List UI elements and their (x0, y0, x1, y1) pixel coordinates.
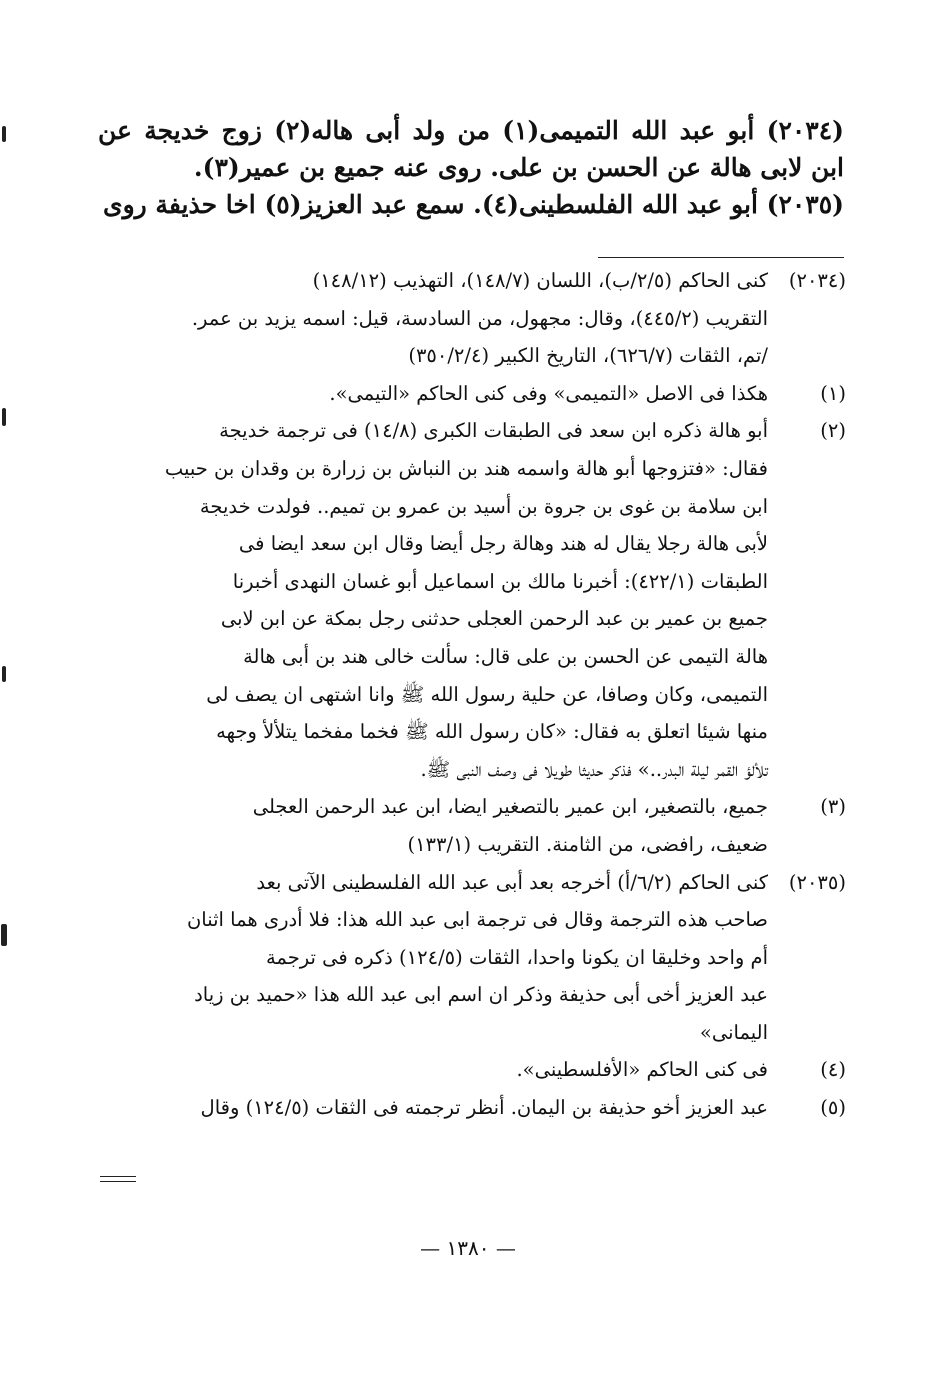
footnote-divider (598, 257, 844, 258)
footnote-line: جميع بن عمير بن عبد الرحمن العجلى حدثنى رجل بمكة عن ابن لابى (220, 607, 768, 631)
footnote-body (98, 1089, 768, 1127)
footnote-line: كنى الحاكم (٦/٢/أ) أخرجه بعد أبى عبد الله الفلسطينى الآتى بعد (256, 870, 768, 894)
main-paragraph-2034: (٢٠٣٤) أبو عبد الله التميمى(١) من ولد أبى هاله(٢) زوج خديجة عن ابن لابى هالة عن الحسن بن على. روى عنه جميع بن عمير(٣). (98, 116, 844, 182)
scan-margin-mark (2, 666, 6, 682)
scan-margin-mark (2, 126, 6, 142)
scan-margin-mark (1, 924, 7, 946)
footnote-2 (98, 412, 846, 788)
footnote-5 (98, 1089, 846, 1127)
footnote-line: أم واحد وخليقا ان يكونا واحدا، الثقات (١٢٤/٥) ذكره فى ترجمة (265, 945, 768, 969)
footnote-line: تلألؤ القمر ليلة البدر..» فذكر حديثا طويلا فى وصف النبى ﷺ. (420, 757, 768, 781)
footnote-body (98, 1051, 768, 1089)
footnote-line: عبد العزيز أخو حذيفة بن اليمان. أنظر ترجمته فى الثقات (١٢٤/٥) وقال (200, 1096, 768, 1120)
footnote-body (98, 788, 768, 863)
footnote-line: هالة التيمى عن الحسن بن على قال: سألت خالى هند بن أبى هالة (243, 644, 768, 668)
footnote-line: ابن سلامة بن غوى بن جروة بن أسيد بن عمرو بن تميم.. فولدت خديجة (199, 494, 768, 518)
footnote-line: فى كنى الحاكم «الأفلسطينى». (516, 1058, 768, 1082)
footnote-1 (98, 375, 846, 413)
footnote-line: التقريب (٤٤٥/٢)، وقال: مجهول، من السادسة، قيل: اسمه يزيد بن عمر. (191, 306, 768, 330)
scan-margin-mark (2, 408, 6, 426)
footnote-4 (98, 1051, 846, 1089)
footnote-line: جميع، بالتصغير، ابن عمير بالتصغير ايضا، ابن عبد الرحمن العجلى (252, 795, 768, 819)
footnote-body (98, 262, 768, 375)
continuation-double-rule (100, 1176, 136, 1182)
footnote-number: (٥) (820, 1096, 846, 1120)
footnote-number: (٢٠٣٥) (788, 870, 846, 894)
footnote-line: فقال: «فتزوجها أبو هالة واسمه هند بن النباش بن زرارة بن وقدان بن حبيب (164, 456, 768, 480)
footnote-line: كنى الحاكم (٢/٥/ب)، اللسان (١٤٨/٧)، التهذيب (١٤٨/١٢) (312, 269, 768, 292)
footnote-body (98, 412, 768, 788)
footnote-number: (١) (820, 381, 846, 405)
main-paragraph-2035: (٢٠٣٥) أبو عبد الله الفلسطينى(٤). سمع عبد العزيز(٥) اخا حذيفة روى (103, 190, 844, 219)
footnote-number: (٢٠٣٤) (788, 269, 846, 292)
footnote-line: أبو هالة ذكره ابن سعد فى الطبقات الكبرى (١٤/٨) فى ترجمة خديجة (219, 419, 768, 443)
footnote-line: لأبى هالة رجلا يقال له هند وهالة رجل أيضا وقال ابن سعد ايضا فى (238, 532, 768, 556)
footnote-2034 (98, 262, 846, 375)
footnote-number: (٣) (820, 795, 846, 819)
footnote-line: هكذا فى الاصل «التميمى» وفى كنى الحاكم «التيمى». (329, 381, 768, 405)
page-number: — ١٣٨٠ — (420, 1236, 516, 1260)
footnotes (98, 262, 846, 1127)
footnote-body (98, 375, 768, 413)
footnote-line: اليمانى» (699, 1020, 768, 1044)
footnote-line: الطبقات (٤٢٢/١): أخبرنا مالك بن اسماعيل أبو غسان النهدى أخبرنا (232, 569, 768, 593)
footnote-line: منها شيئا اتعلق به فقال: «كان رسول الله ﷺ فخما مفخما يتلألأ وجهه (216, 720, 768, 744)
footnote-line: ضعيف، رافضى، من الثامنة. التقريب (١٣٣/١) (407, 832, 768, 856)
footnote-3 (98, 788, 846, 863)
footnote-number: (٢) (820, 419, 846, 443)
footnote-body (98, 864, 768, 1052)
footnote-2035 (98, 864, 846, 1052)
main-text (98, 112, 844, 223)
footnote-line: /تم، الثقات (٦٢٦/٧)، التاريخ الكبير (٣٥٠/٢/٤) (408, 344, 768, 368)
footnote-line: صاحب هذه الترجمة وقال فى ترجمة ابى عبد الله هذا: فلا أدرى هما اثنان (186, 908, 768, 932)
footnote-line: عبد العزيز أخى أبى حذيفة وذكر ان اسم ابى عبد الله هذا «حميد بن زياد (194, 983, 768, 1007)
footnote-number: (٤) (820, 1058, 846, 1082)
footnote-line: التميمى، وكان وصافا، عن حلية رسول الله ﷺ وانا اشتهى ان يصف لى (206, 682, 768, 706)
